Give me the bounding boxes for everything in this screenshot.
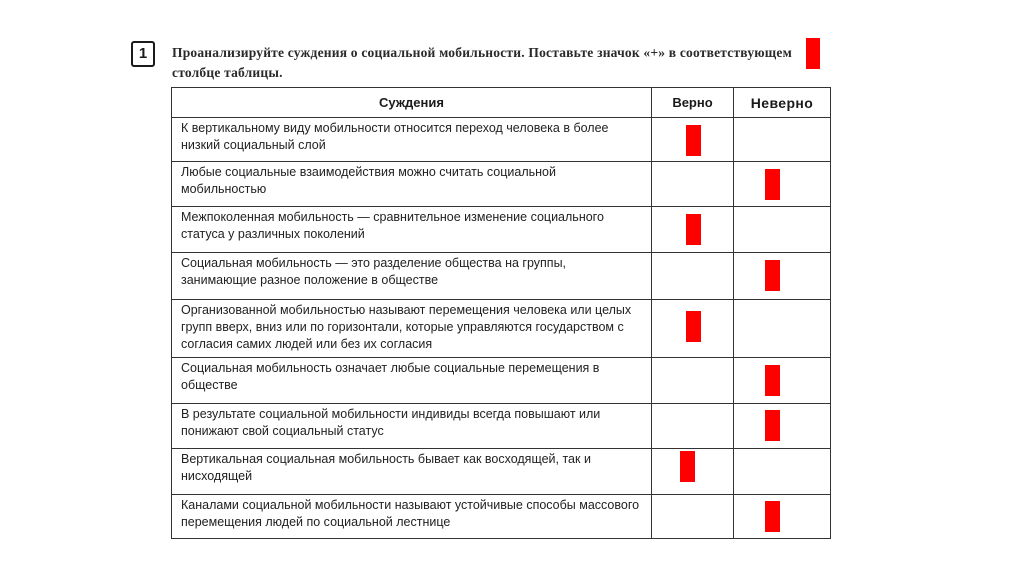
false-cell[interactable]	[734, 207, 831, 253]
true-cell[interactable]	[652, 449, 734, 495]
true-mark	[686, 214, 701, 245]
table-row	[172, 162, 831, 207]
statement-text: Вертикальная социальная мобильность бывает как восходящей, так и нисходящей	[172, 449, 652, 495]
true-cell[interactable]	[652, 253, 734, 300]
statement-text: Каналами социальной мобильности называют устойчивые способы массового перемещения людей по социальной лестнице	[172, 495, 652, 539]
statement-text: В результате социальной мобильности индивиды всегда повышают или понижают свой социальный статус	[172, 404, 652, 449]
table-row	[172, 300, 831, 358]
false-mark	[765, 365, 780, 396]
false-cell[interactable]	[734, 118, 831, 162]
statement-text: Организованной мобильностью называют перемещения человека или целых групп вверх, вниз или по горизонтали, которые управляются государством с согласия самих людей или без их согласия	[172, 300, 652, 358]
true-cell[interactable]	[652, 495, 734, 539]
header-false: Неверно	[734, 88, 831, 118]
header-statements: Суждения	[172, 88, 652, 118]
false-cell[interactable]	[734, 253, 831, 300]
false-cell[interactable]	[734, 495, 831, 539]
statement-text: Социальная мобильность означает любые социальные перемещения в обществе	[172, 358, 652, 404]
true-cell[interactable]	[652, 118, 734, 162]
header-true: Верно	[652, 88, 734, 118]
plus-sign-mark	[806, 38, 820, 69]
true-cell[interactable]	[652, 404, 734, 449]
false-cell[interactable]	[734, 404, 831, 449]
table-row	[172, 118, 831, 162]
statement-text: К вертикальному виду мобильности относится переход человека в более низкий социальный слой	[172, 118, 652, 162]
false-cell[interactable]	[734, 162, 831, 207]
false-mark	[765, 410, 780, 441]
table-row	[172, 358, 831, 404]
statement-text: Любые социальные взаимодействия можно считать социальной мобильностью	[172, 162, 652, 207]
true-cell[interactable]	[652, 358, 734, 404]
false-mark	[765, 260, 780, 291]
true-cell[interactable]	[652, 207, 734, 253]
table-row	[172, 253, 831, 300]
false-mark	[765, 501, 780, 532]
true-cell[interactable]	[652, 162, 734, 207]
true-mark	[686, 311, 701, 342]
judgments-table	[171, 87, 831, 539]
true-mark	[680, 451, 695, 482]
statement-text: Межпоколенная мобильность — сравнительное изменение социального статуса у различных поколений	[172, 207, 652, 253]
table-row	[172, 207, 831, 253]
false-cell[interactable]	[734, 300, 831, 358]
false-cell[interactable]	[734, 449, 831, 495]
table-row	[172, 495, 831, 539]
false-mark	[765, 169, 780, 200]
statement-text: Социальная мобильность — это разделение общества на группы, занимающие разное положение в обществе	[172, 253, 652, 300]
table-row	[172, 404, 831, 449]
false-cell[interactable]	[734, 358, 831, 404]
task-instruction: Проанализируйте суждения о социальной мобильности. Поставьте значок «+» в соответствующем столбце таблицы.	[172, 45, 792, 80]
task-number-box: 1	[131, 41, 155, 67]
true-cell[interactable]	[652, 300, 734, 358]
header-row	[172, 88, 831, 118]
table-row	[172, 449, 831, 495]
true-mark	[686, 125, 701, 156]
